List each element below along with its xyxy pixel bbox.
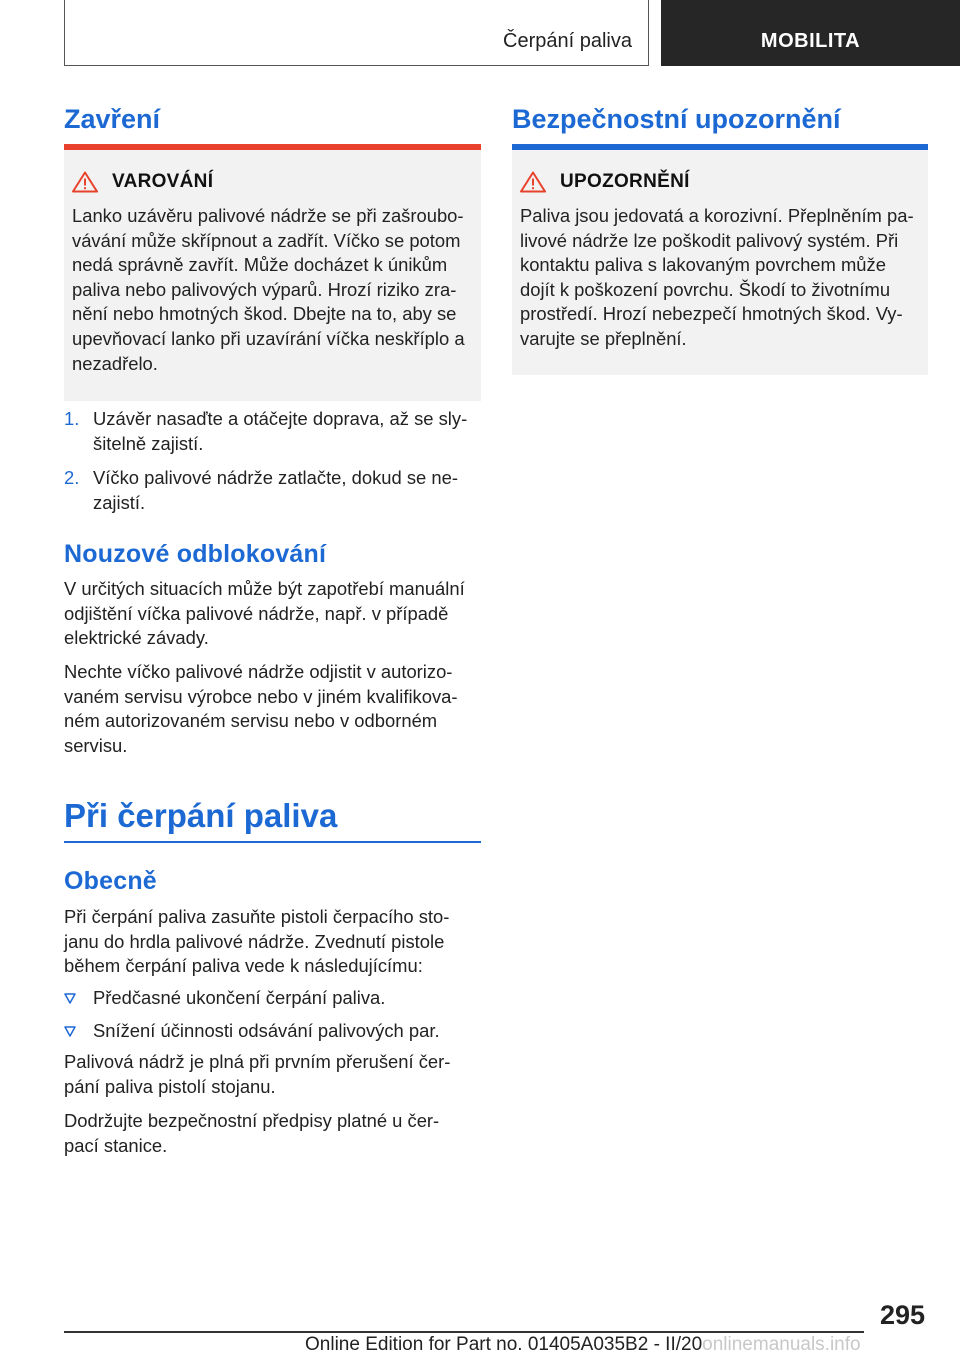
triangle-bullet-icon: [64, 993, 76, 1004]
bullet-text: Snížení účinnosti odsávání palivových par.: [93, 1020, 440, 1041]
warning-triangle-icon: [520, 171, 546, 193]
paragraph-line: Palivová nádrž je plná při prvním přerušení čer-: [64, 1051, 451, 1072]
warning-header: [72, 170, 213, 194]
notice-header: [520, 170, 690, 194]
bullet-text: Předčasné ukončení čerpání paliva.: [93, 987, 386, 1008]
footer-edition-text: Online Edition for Part no. 01405A035B2 - II/20: [305, 1334, 703, 1355]
step-line: zajistí.: [93, 491, 146, 513]
paragraph-line: elektrické závady.: [64, 627, 209, 649]
warning-line: nezadřelo.: [72, 352, 158, 374]
page-number: 295: [880, 1300, 926, 1330]
general-heading: Obecně: [64, 867, 157, 895]
paragraph-line: ném autorizovaném servisu nebo v odborném: [64, 710, 438, 732]
emergency-paragraph-1: [64, 577, 465, 651]
paragraph-line: servisu.: [64, 734, 128, 756]
step-line: šitelně zajistí.: [93, 432, 204, 454]
bullet-item: [64, 986, 481, 1012]
notice-box: [512, 144, 928, 375]
notice-line: kontaktu paliva s lakovaným povrchem může: [520, 254, 886, 276]
paragraph-line: Při čerpání paliva zasuňte pistoli čerpacího sto-: [64, 906, 450, 927]
step-line: Uzávěr nasaďte a otáčejte doprava, až se sly-: [93, 408, 468, 429]
footer-edition: [305, 1334, 861, 1356]
footer-rule: [64, 1331, 864, 1333]
step-text: [93, 407, 467, 456]
warning-box: [64, 144, 481, 401]
paragraph-line: pání paliva pistolí stojanu.: [64, 1075, 276, 1097]
warning-label: VAROVÁNÍ: [112, 171, 214, 192]
warning-line: nění nebo hmotných škod. Dbejte na to, aby se: [72, 303, 457, 325]
step-number: 1.: [64, 408, 80, 429]
footer-watermark: onlinemanuals.info: [702, 1334, 861, 1355]
step-number: 2.: [64, 467, 80, 488]
step-text: [93, 466, 458, 515]
warning-line: paliva nebo palivových výparů. Hrozí riziko zra-: [72, 278, 457, 300]
paragraph-line: Dodržujte bezpečnostní předpisy platné u čer-: [64, 1110, 440, 1131]
page-header: [0, 0, 960, 66]
paragraph-line: vaném servisu výrobce nebo v jiném kvalifikova-: [64, 685, 458, 707]
general-paragraph: [64, 905, 449, 979]
notice-line: Paliva jsou jedovatá a korozivní. Přeplněním pa-: [520, 205, 914, 226]
paragraph-line: pací stanice.: [64, 1134, 168, 1156]
refuel-heading-rule: [64, 841, 481, 843]
full-tank-paragraph: [64, 1050, 450, 1099]
refuel-heading: Při čerpání paliva: [64, 797, 338, 834]
chapter-tab[interactable]: [661, 0, 960, 66]
safety-paragraph: [64, 1109, 439, 1158]
step-item: [64, 407, 481, 457]
notice-line: dojít k poškození povrchu. Škodí to životnímu: [520, 278, 891, 300]
paragraph-line: janu do hrdla palivové nádrže. Zvednutí pistole: [64, 930, 445, 952]
paragraph-line: Nechte víčko palivové nádrže odjistit v autorizo-: [64, 661, 453, 682]
paragraph-line: během čerpání paliva vede k následujícímu:: [64, 955, 423, 977]
warning-line: Lanko uzávěru palivové nádrže se při zašroubo-: [72, 205, 464, 226]
bullet-item: [64, 1019, 481, 1045]
step-item: [64, 466, 481, 516]
header-section-box: [64, 0, 649, 66]
notice-line: livové nádrže lze poškodit palivový systém. Při: [520, 229, 899, 251]
warning-bar: [64, 144, 481, 150]
triangle-bullet-icon: [64, 1026, 76, 1037]
notice-text: [520, 204, 922, 352]
notice-line: prostředí. Hrozí nebezpečí hmotných škod. Vy-: [520, 303, 903, 325]
emergency-heading: Nouzové odblokování: [64, 540, 327, 568]
notice-label: UPOZORNĚNÍ: [560, 171, 690, 192]
paragraph-line: odjištění víčka palivové nádrže, např. v případě: [64, 602, 449, 624]
paragraph-line: V určitých situacích může být zapotřebí manuální: [64, 578, 465, 599]
safety-heading: Bezpečnostní upozornění: [512, 104, 841, 134]
closing-heading: Zavření: [64, 104, 161, 134]
warning-line: nedá správně zavřít. Může docházet k únikům: [72, 254, 448, 276]
notice-line: varujte se přeplnění.: [520, 327, 687, 349]
warning-line: upevňovací lanko při uzavírání víčka neskříplo a: [72, 327, 465, 349]
emergency-paragraph-2: [64, 660, 458, 758]
step-line: Víčko palivové nádrže zatlačte, dokud se ne-: [93, 467, 458, 488]
chapter-tab-label: MOBILITA: [760, 30, 861, 52]
header-section-title: Čerpání paliva: [503, 30, 632, 52]
warning-triangle-icon: [72, 171, 98, 193]
warning-text: [72, 204, 475, 376]
notice-bar: [512, 144, 928, 150]
warning-line: vávání může skřípnout a zadřít. Víčko se potom: [72, 229, 461, 251]
